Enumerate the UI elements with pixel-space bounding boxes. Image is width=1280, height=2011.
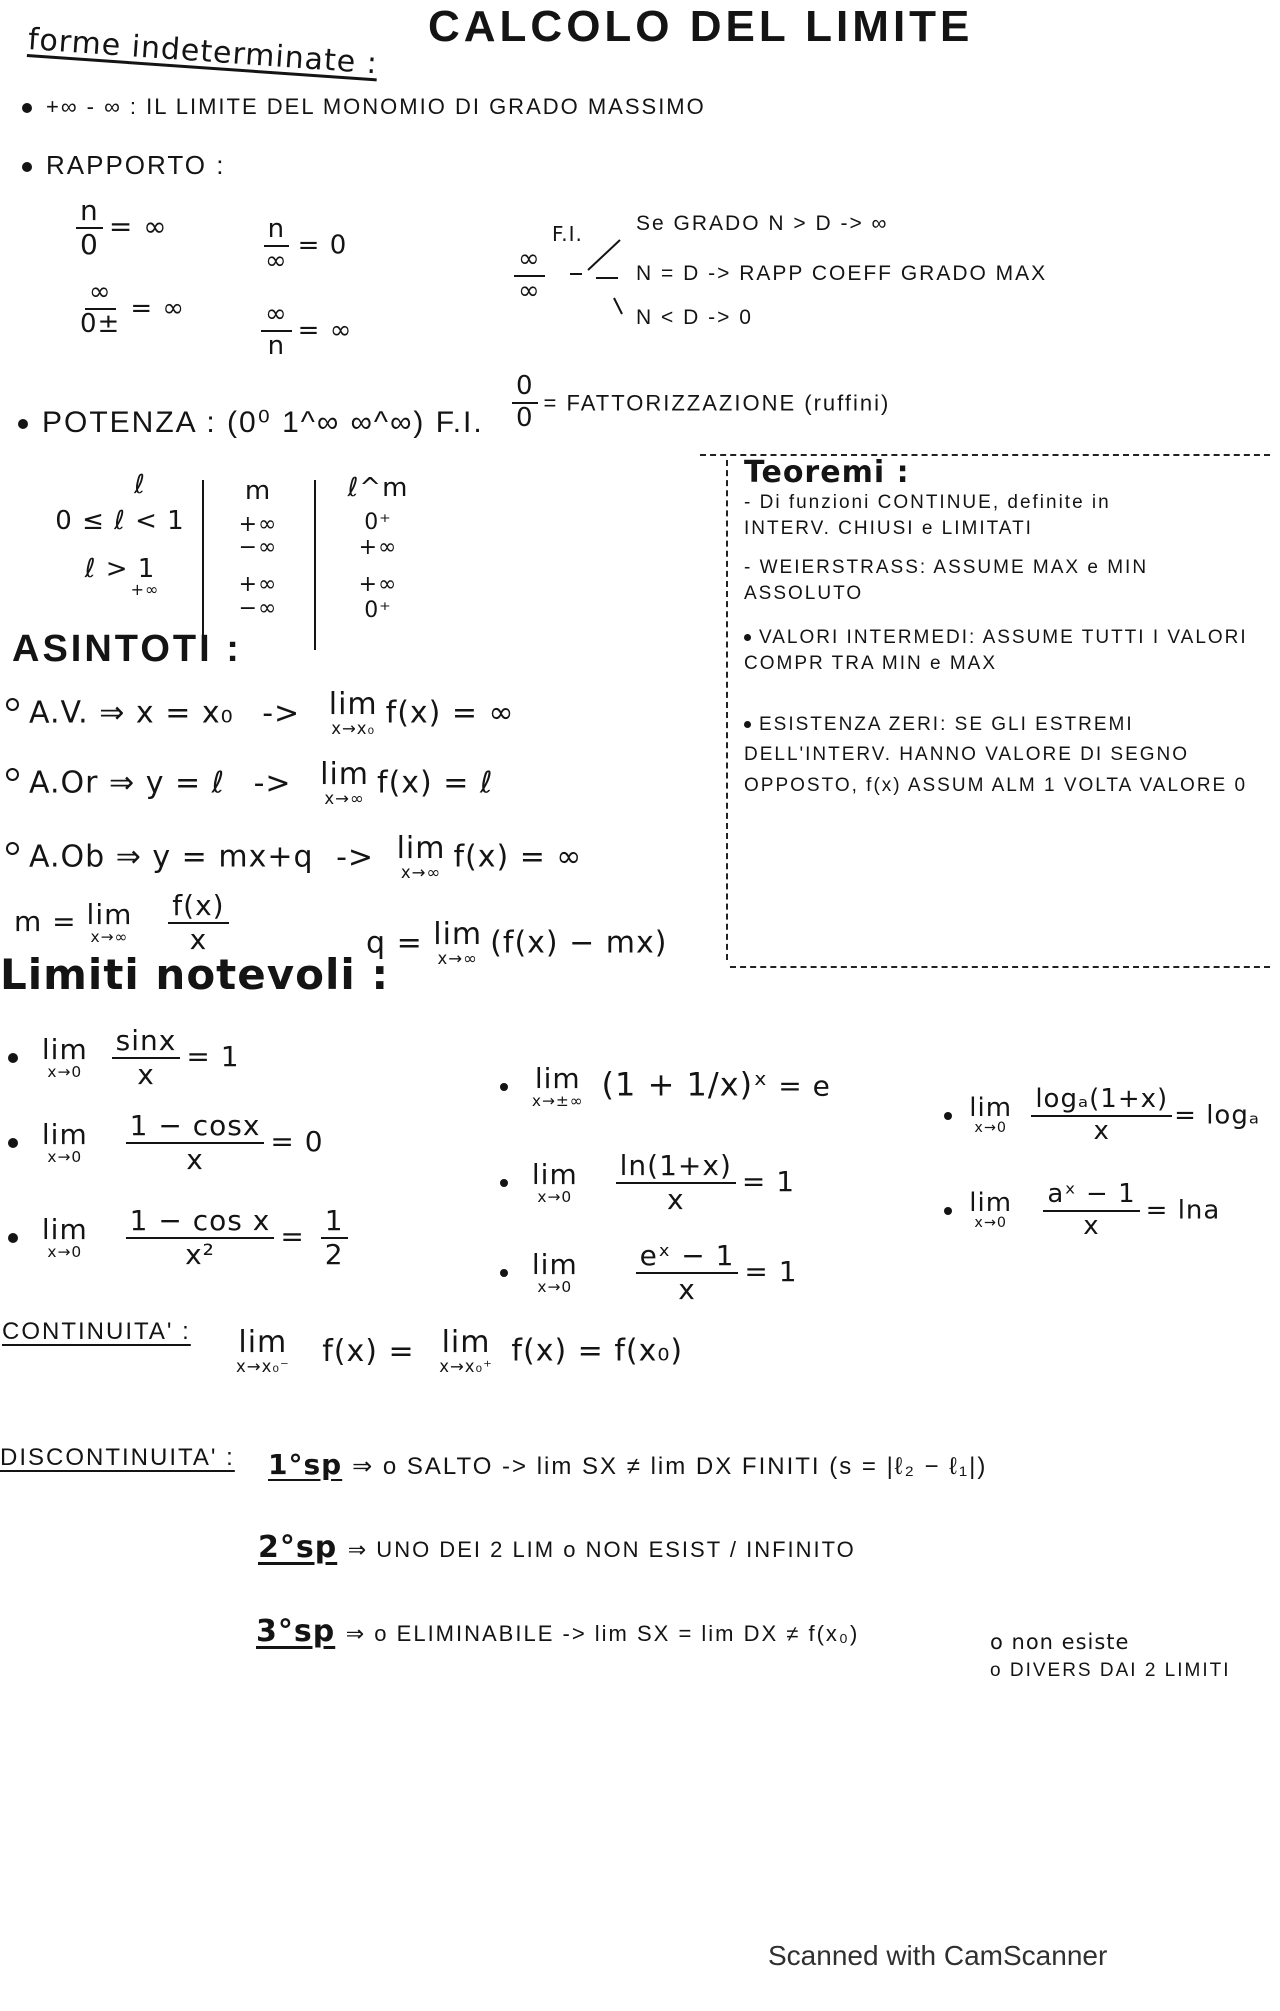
notevole-denominator: x: [678, 1273, 696, 1307]
aor-rhs: f(x) = ℓ: [377, 765, 494, 801]
ratio-inf-over-inf: [508, 245, 551, 307]
ratio-numerator: ∞: [85, 278, 116, 310]
notevole-rhs: = 1: [744, 1255, 798, 1289]
lim-word: lim: [534, 1062, 581, 1095]
lim-sub: x→±∞: [531, 1092, 584, 1110]
forme-item-1-text: +∞ - ∞ : IL LIMITE DEL MONOMIO DI GRADO MASSIMO: [46, 94, 706, 119]
lim-word: lim: [531, 1247, 578, 1281]
ratio-denominator: ∞: [265, 245, 288, 276]
table-cell: −∞: [238, 535, 278, 561]
ratio-numerator: ∞: [514, 245, 545, 277]
specie-text: ⇒ o SALTO -> lim SX ≠ lim DX FINITI (s = |ℓ₂ − ℓ₁|): [352, 1453, 988, 1480]
bullet-icon: [744, 634, 751, 641]
ratio-inf-over-n: [255, 300, 352, 362]
table-col-2: [218, 478, 298, 620]
bullet-icon: [8, 1138, 18, 1148]
ratio-result: = 0: [297, 230, 348, 261]
lim-sub: x→∞: [400, 863, 442, 882]
continuita-mid: f(x) =: [322, 1333, 415, 1369]
teorema-esistenza-zeri: [744, 710, 1264, 801]
teorema-valori-text: VALORI INTERMEDI: ASSUME TUTTI I VALORI COMPR TRA MIN e MAX: [744, 627, 1248, 674]
bullet-icon: [6, 698, 19, 711]
forme-item-2: [22, 150, 225, 181]
ratio-result: = ∞: [108, 210, 168, 244]
lim-sub: x→x₀⁻: [236, 1357, 290, 1376]
lim-word: lim: [531, 1157, 578, 1191]
lim-sub: x→∞: [90, 927, 129, 946]
notevole-numerator: eˣ − 1: [636, 1240, 739, 1274]
notevole-rhs: =: [280, 1220, 305, 1254]
m-lhs: m =: [14, 905, 77, 939]
half-denominator: 2: [324, 1238, 344, 1272]
ratio-n-over-0: [70, 195, 168, 261]
continuita-heading: CONTINUITA' :: [2, 1318, 191, 1345]
table-divider: [314, 480, 316, 650]
lim-word: lim: [969, 1188, 1013, 1219]
notevole-numerator: ln(1+x): [616, 1150, 736, 1184]
box-bottom-border: [730, 966, 1270, 968]
notevole-denominator: x: [1083, 1210, 1100, 1241]
notevole-rhs: = 1: [186, 1040, 240, 1074]
bullet-icon: [500, 1083, 508, 1091]
table-divider: [202, 480, 204, 640]
teorema-1: - Di funzioni CONTINUE, definite in INTERV. CHIUSI e LIMITATI: [744, 492, 1111, 539]
ratio-numerator: n: [76, 195, 103, 229]
forme-item-1: [22, 94, 706, 120]
rapporto-label: RAPPORTO :: [46, 150, 226, 180]
lim-word: lim: [969, 1093, 1013, 1124]
notevole-body: (1 + 1/x)ˣ: [601, 1065, 769, 1104]
notevole-log: [944, 1085, 1260, 1147]
table-cell: ℓ > 1: [84, 554, 156, 584]
notevole-rhs: = e: [778, 1069, 831, 1103]
aor-label: A.Or ⇒ y = ℓ: [29, 765, 226, 801]
lim-word: lim: [328, 687, 378, 722]
lim-word: lim: [86, 897, 133, 931]
notevole-denominator: x: [666, 1183, 685, 1217]
notevole-numerator: aˣ − 1: [1043, 1180, 1139, 1212]
aob-label: A.Ob ⇒ y = mx+q: [29, 839, 314, 875]
lim-sub: x→0: [47, 1062, 83, 1081]
lim-sub: x→0: [537, 1277, 573, 1296]
notevole-denominator: x: [186, 1143, 204, 1177]
lim-word: lim: [41, 1117, 88, 1151]
discontinuita-heading: DISCONTINUITA' :: [0, 1444, 235, 1471]
arrow-icon: ->: [253, 765, 292, 801]
potenza-line: [18, 405, 484, 440]
ratio-denominator: 0: [516, 402, 534, 433]
notevole-denominator: x²: [185, 1238, 215, 1272]
bullet-icon: [8, 1233, 18, 1243]
table-head-l: ℓ: [134, 470, 146, 500]
q-rhs: (f(x) − mx): [490, 925, 668, 961]
bullet-icon: [8, 1053, 18, 1063]
notevole-ex: [500, 1240, 798, 1306]
discontinuita-3-specie: [256, 1614, 859, 1649]
teorema-valori-intermedi: [744, 625, 1264, 676]
table-cell: +∞: [358, 572, 398, 598]
bullet-icon: [744, 721, 751, 728]
lim-word: lim: [41, 1032, 88, 1066]
aob-rhs: f(x) = ∞: [453, 839, 583, 875]
table-cell: 0⁺: [364, 509, 392, 535]
lim-word: lim: [441, 1325, 491, 1360]
table-col-3: [338, 474, 418, 623]
notevole-ln: [500, 1150, 795, 1216]
lim-sub: x→0: [974, 1215, 1007, 1232]
continuita-formula: [236, 1325, 684, 1376]
lim-sub: x→x₀⁺: [439, 1357, 493, 1376]
notevole-denominator: x: [137, 1058, 155, 1092]
forme-heading: forme indeterminate :: [26, 22, 380, 82]
notevole-ax: [944, 1180, 1220, 1242]
branch-case-2: N = D -> RAPP COEFF GRADO MAX: [636, 262, 1048, 285]
notevole-1-cosx-x2: [8, 1205, 354, 1271]
branch-case-3: N < D -> 0: [636, 306, 753, 329]
notevole-numerator: 1 − cos x: [126, 1205, 275, 1239]
table-cell: 0⁺: [364, 597, 392, 623]
teorema-zeri-text: ESISTENZA ZERI: SE GLI ESTREMI DELL'INTERV. HANNO VALORE DI SEGNO OPPOSTO, f(x) ASSUM ALM 1 VOLTA VALORE 0: [744, 714, 1248, 796]
lim-sub: x→0: [47, 1147, 83, 1166]
specie-label: 1°sp: [268, 1448, 343, 1481]
ratio-numerator: n: [264, 215, 289, 247]
bullet-icon: [22, 103, 32, 113]
table-cell: +∞: [238, 572, 278, 598]
lim-word: lim: [41, 1212, 88, 1246]
lim-sub: x→x₀: [331, 719, 376, 738]
potenza-text: POTENZA : (0⁰ 1^∞ ∞^∞) F.I.: [42, 406, 484, 439]
lim-word: lim: [396, 831, 446, 866]
ratio-numerator: ∞: [261, 300, 292, 332]
lim-sub: x→0: [537, 1187, 573, 1206]
table-cell-sub: +∞: [130, 580, 160, 599]
asintoti-heading: ASINTOTI :: [12, 628, 242, 670]
lim-sub: x→0: [974, 1120, 1007, 1137]
asintoto-obliquo: [6, 831, 583, 882]
bullet-icon: [944, 1112, 952, 1120]
camscanner-watermark: Scanned with CamScanner: [768, 1940, 1108, 1971]
notevole-1-cosx: [8, 1110, 324, 1176]
specie-text: ⇒ UNO DEI 2 LIM o NON ESIST / INFINITO: [347, 1537, 856, 1562]
notevole-e: [500, 1062, 831, 1110]
ratio-result: = ∞: [130, 293, 186, 324]
table-cell: +∞: [358, 535, 398, 561]
lim-word: lim: [320, 757, 370, 792]
m-numerator: f(x): [168, 890, 228, 924]
m-denominator: x: [189, 923, 208, 957]
lim-word: lim: [238, 1325, 288, 1360]
lim-sub: x→∞: [437, 949, 478, 968]
q-lhs: q =: [366, 925, 423, 961]
asintoto-verticale: [6, 687, 515, 738]
ratio-numerator: 0: [512, 372, 538, 404]
av-label: A.V. ⇒ x = x₀: [29, 695, 234, 731]
lim-sub: x→0: [47, 1242, 83, 1261]
notevole-rhs: = lna: [1145, 1195, 1221, 1226]
ratio-result: = FATTORIZZAZIONE (ruffini): [543, 390, 891, 416]
notevole-sinx: [8, 1025, 240, 1091]
table-cell: +∞: [238, 512, 278, 538]
discontinuita-3-note-2: o DIVERS DAI 2 LIMITI: [990, 1660, 1231, 1681]
ratio-result: = ∞: [297, 315, 353, 346]
bullet-icon: [18, 419, 28, 429]
half-numerator: 1: [321, 1205, 348, 1239]
teorema-weierstrass: - WEIERSTRASS: ASSUME MAX e MIN ASSOLUTO: [744, 557, 1149, 604]
asintoto-m-formula: [14, 890, 235, 956]
arrow-icon: ->: [336, 839, 375, 875]
lim-sub: x→∞: [324, 789, 365, 808]
discontinuita-3-note-1: o non esiste: [990, 1630, 1130, 1654]
arrow-icon: ->: [262, 695, 301, 731]
ratio-denominator: 0: [80, 228, 99, 262]
av-rhs: f(x) = ∞: [385, 695, 515, 731]
page-title: CALCOLO DEL LIMITE: [428, 2, 974, 51]
table-col-1: [30, 470, 210, 599]
notevole-numerator: logₐ(1+x): [1031, 1085, 1172, 1117]
bullet-icon: [22, 162, 32, 172]
bullet-icon: [6, 842, 19, 855]
specie-label: 3°sp: [256, 1614, 336, 1649]
ratio-inf-over-0: [70, 278, 185, 340]
box-left-border: [726, 460, 728, 960]
notevole-numerator: sinx: [112, 1025, 181, 1059]
ratio-denominator: n: [267, 330, 286, 361]
bullet-icon: [500, 1269, 508, 1277]
bullet-icon: [944, 1207, 952, 1215]
fi-label: F.I.: [552, 222, 583, 246]
branch-case-1: Se GRADO N > D -> ∞: [636, 212, 889, 235]
branch-lines: [560, 226, 630, 326]
asintoto-q-formula: [366, 917, 668, 968]
notevole-denominator: x: [1093, 1115, 1110, 1146]
asintoto-orizzontale: [6, 757, 494, 808]
notevoli-heading: Limiti notevoli :: [0, 950, 390, 999]
lim-word: lim: [433, 917, 483, 952]
notevole-numerator: 1 − cosx: [126, 1110, 265, 1144]
notevole-rhs: = 1: [741, 1165, 796, 1199]
bullet-icon: [500, 1179, 508, 1187]
table-cell: −∞: [238, 595, 278, 621]
bullet-icon: [6, 768, 19, 781]
ratio-n-over-inf: [255, 215, 347, 277]
teoremi-heading: Teoremi :: [744, 455, 910, 490]
ratio-0-over-0: [506, 372, 890, 434]
notevole-rhs: = 0: [270, 1125, 324, 1159]
ratio-denominator: 0±: [80, 308, 121, 339]
table-head-m: m: [244, 476, 272, 506]
table-head-lm: ℓ^m: [347, 473, 409, 503]
table-cell: 0 ≤ ℓ < 1: [55, 506, 185, 536]
continuita-rhs: f(x) = f(x₀): [511, 1333, 684, 1369]
discontinuita-2-specie: [258, 1530, 856, 1565]
ratio-denominator: ∞: [518, 275, 541, 306]
notevole-rhs: = logₐ: [1174, 1100, 1261, 1131]
specie-label: 2°sp: [258, 1530, 338, 1565]
discontinuita-1-specie: [268, 1448, 987, 1481]
specie-text: ⇒ o ELIMINABILE -> lim SX = lim DX ≠ f(x₀): [345, 1621, 860, 1646]
